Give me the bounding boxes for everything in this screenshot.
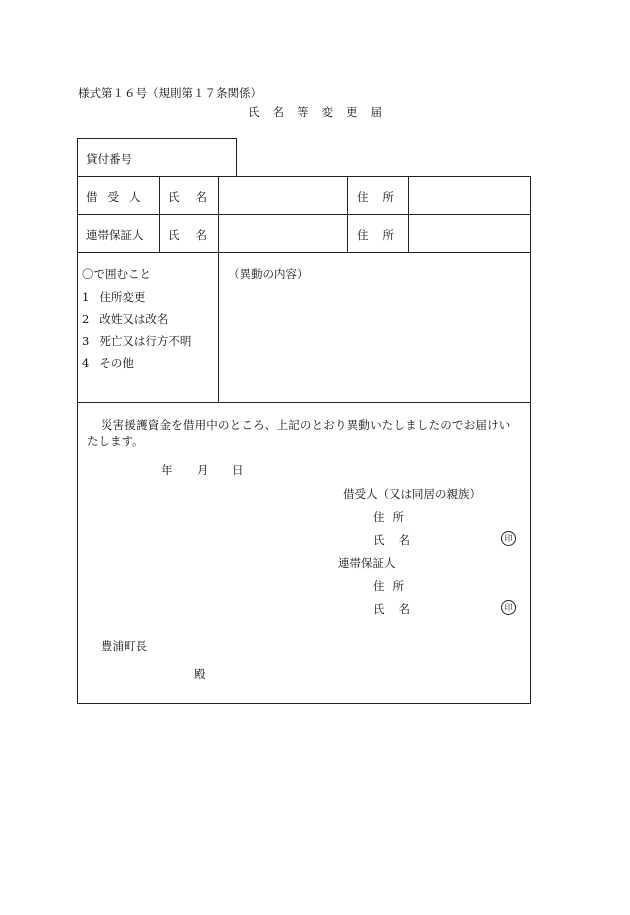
guarantor-address-label: 住所 bbox=[357, 228, 408, 242]
option-number: 1 bbox=[82, 290, 90, 304]
option-label: 改姓又は改名 bbox=[99, 312, 169, 326]
option-number: 4 bbox=[82, 356, 90, 370]
honorific-label: 殿 bbox=[194, 667, 206, 681]
guarantor-label: 連帯保証人 bbox=[86, 228, 144, 242]
borrower-address-label: 住所 bbox=[357, 190, 408, 204]
borrower-address-field[interactable] bbox=[412, 180, 527, 210]
borrower-name-field[interactable] bbox=[222, 180, 344, 210]
guarantor-address-field[interactable] bbox=[412, 218, 527, 248]
seal-icon: 印 bbox=[501, 600, 516, 615]
change-details-label: （異動の内容） bbox=[228, 267, 309, 281]
option-label: 死亡又は行方不明 bbox=[99, 334, 192, 348]
option-item[interactable] bbox=[82, 355, 134, 371]
option-label: 住所変更 bbox=[99, 290, 146, 304]
guarantor-sign-address-label: 住所 bbox=[373, 579, 412, 593]
option-instruction: 〇で囲むこと bbox=[82, 267, 151, 281]
option-item[interactable] bbox=[82, 333, 191, 349]
option-number: 3 bbox=[82, 334, 90, 348]
borrower-sign-address-label: 住所 bbox=[373, 510, 412, 524]
guarantor-name-label: 氏名 bbox=[168, 228, 223, 242]
date-year-label: 年 bbox=[161, 463, 173, 477]
borrower-sign-name-label: 氏名 bbox=[373, 533, 424, 547]
recipient-label: 豊浦町長 bbox=[101, 639, 147, 653]
notice-text-line1: 災害援護資金を借用中のところ、上記のとおり異動いたしましたのでお届けい bbox=[101, 418, 511, 432]
notice-text-line2: たします。 bbox=[87, 434, 144, 448]
date-month-label: 月 bbox=[197, 463, 209, 477]
guarantor-heading: 連帯保証人 bbox=[338, 556, 396, 570]
form-number: 様式第１６号（規則第１７条関係） bbox=[78, 86, 262, 100]
loan-number-label: 貸付番号 bbox=[86, 152, 132, 166]
change-details-field[interactable] bbox=[222, 285, 527, 397]
borrower-heading: 借受人（又は同居の親族） bbox=[343, 487, 481, 501]
option-item[interactable] bbox=[82, 289, 145, 305]
borrower-label: 借受人 bbox=[86, 190, 151, 204]
date-day-label: 日 bbox=[232, 463, 244, 477]
option-label: その他 bbox=[99, 356, 134, 370]
guarantor-sign-name-label: 氏名 bbox=[373, 602, 424, 616]
guarantor-name-field[interactable] bbox=[222, 218, 344, 248]
option-number: 2 bbox=[82, 312, 90, 326]
option-item[interactable] bbox=[82, 311, 168, 327]
borrower-name-label: 氏名 bbox=[168, 190, 223, 204]
seal-icon: 印 bbox=[501, 531, 516, 546]
page-title: 氏名等変更届 bbox=[248, 105, 395, 119]
